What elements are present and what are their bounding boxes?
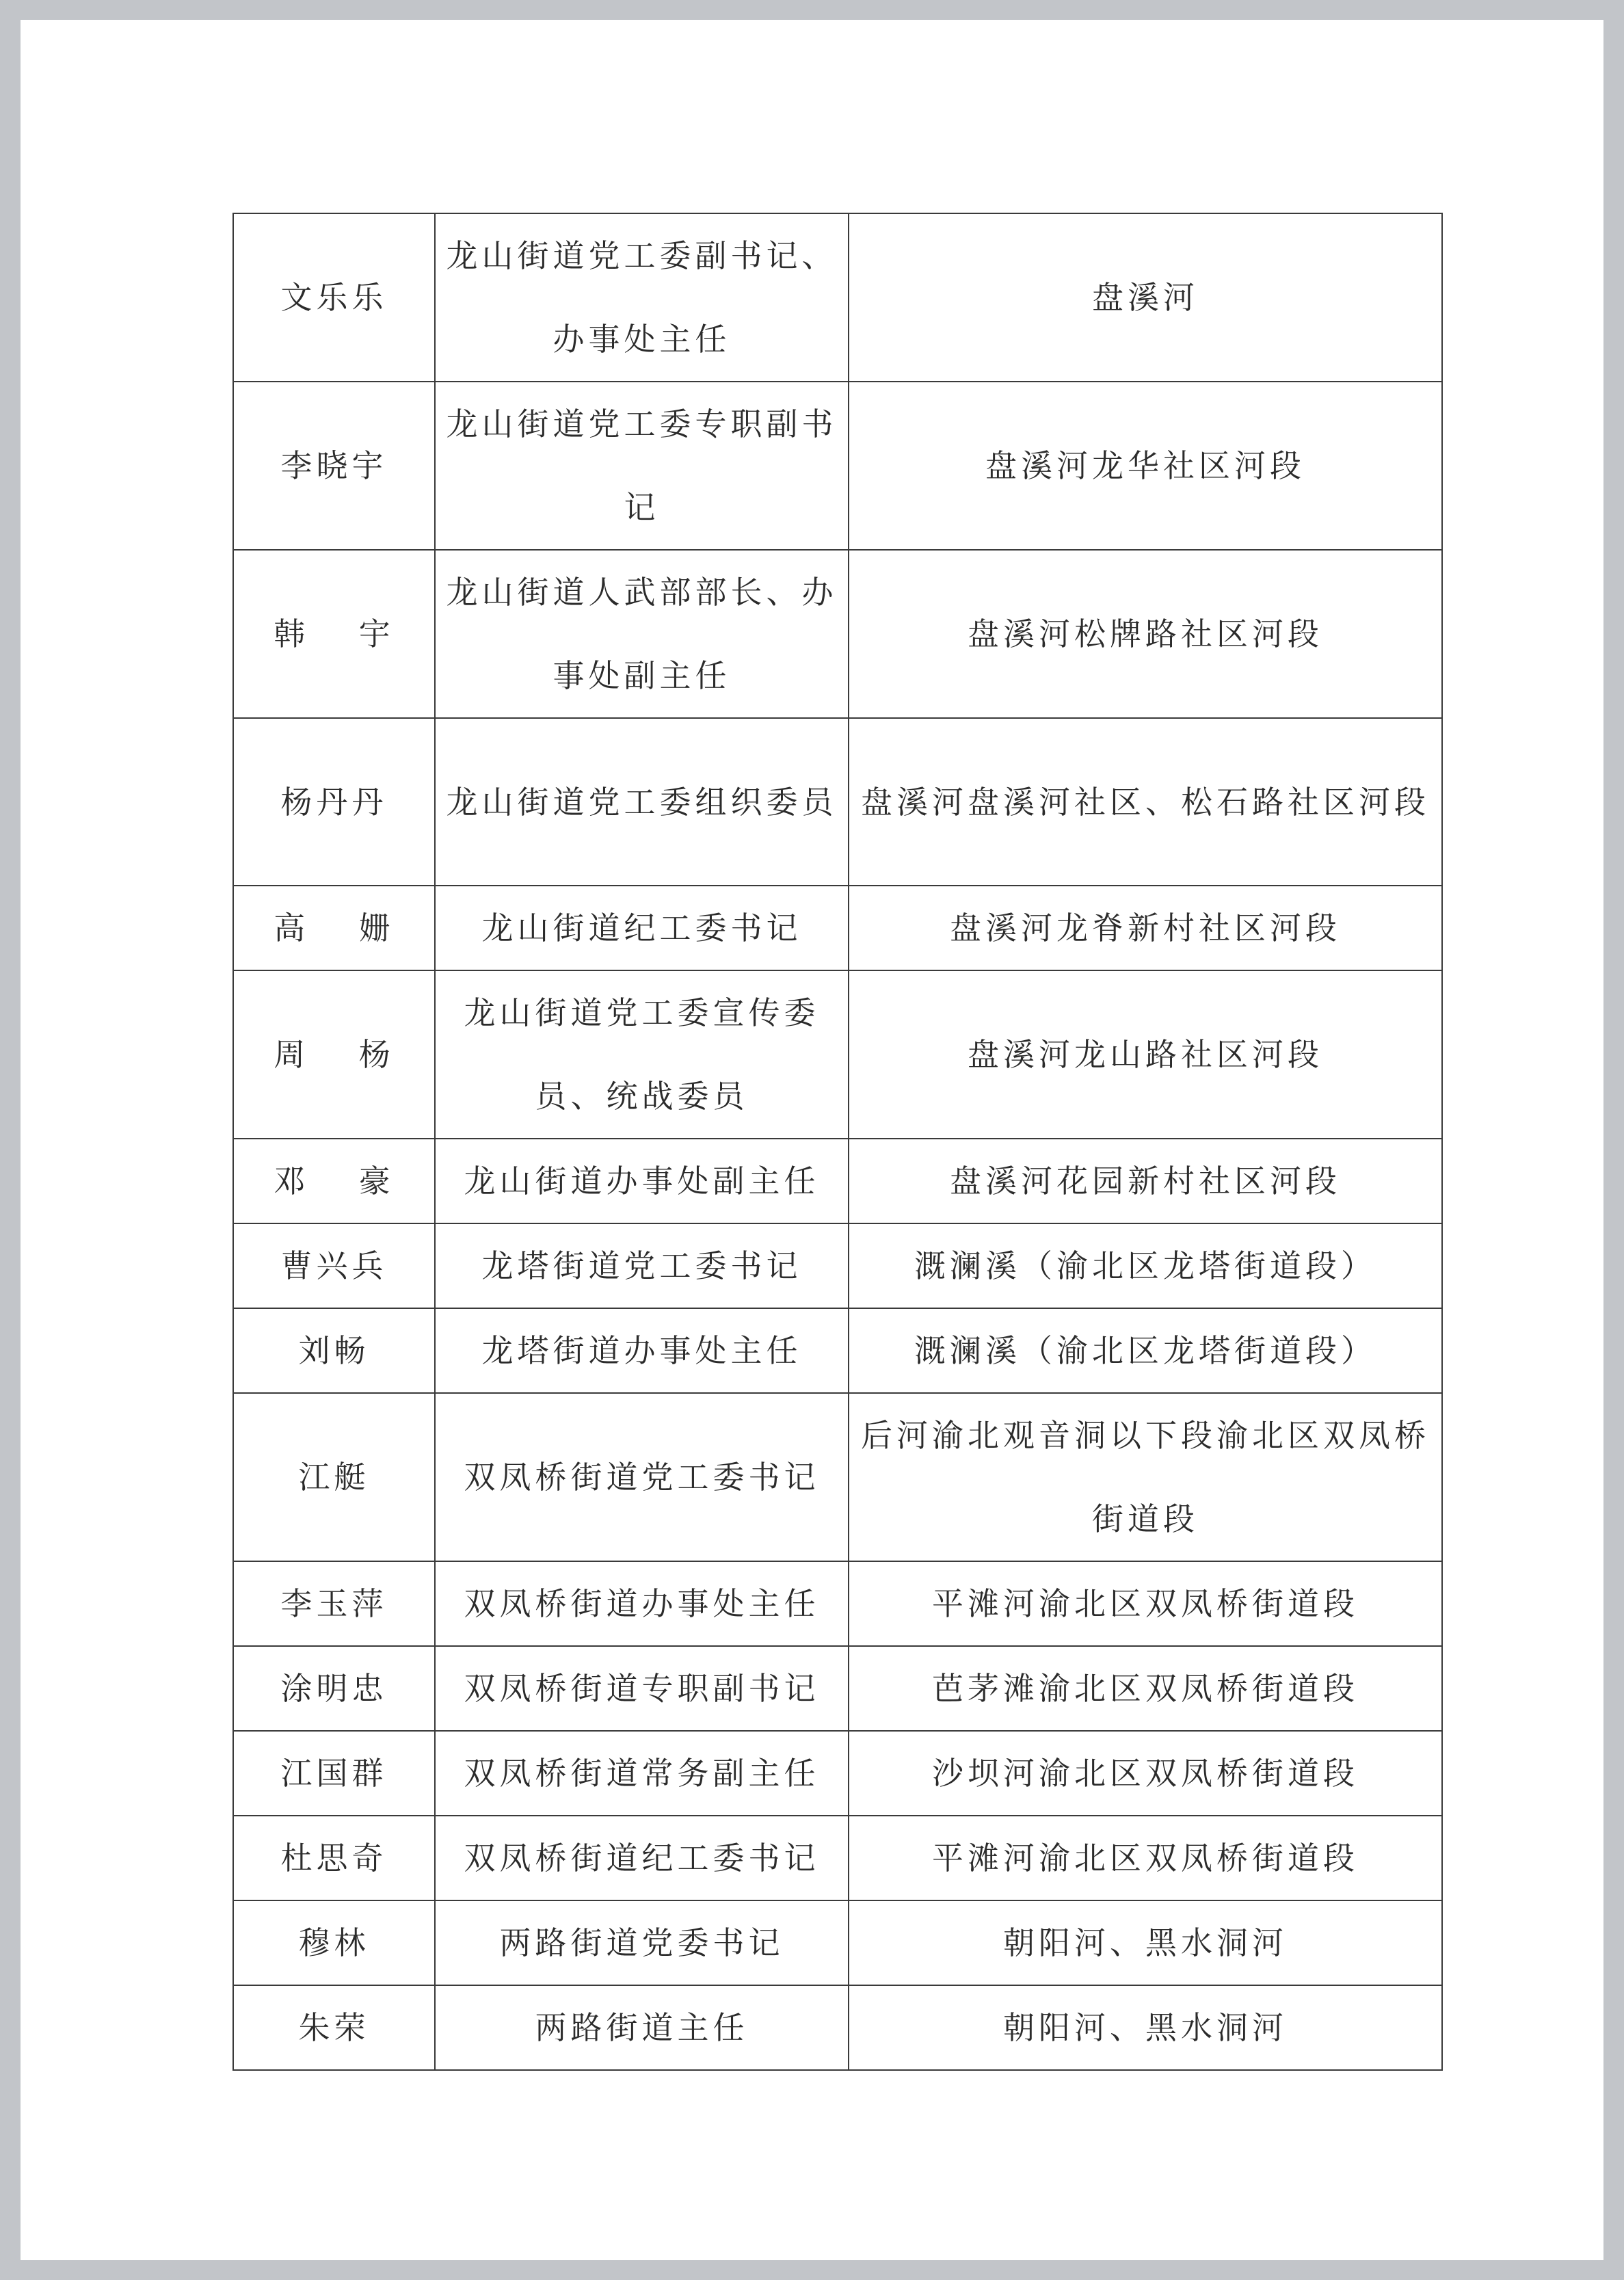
river-cell: 芭茅滩渝北区双凤桥街道段 — [849, 1646, 1442, 1731]
position-cell: 龙山街道党工委副书记、办事处主任 — [435, 213, 849, 382]
river-chief-table-body — [233, 213, 1442, 2070]
river-cell: 溉澜溪（渝北区龙塔街道段） — [849, 1308, 1442, 1393]
table-row — [233, 1139, 1442, 1223]
table-row — [233, 1731, 1442, 1816]
name-cell: 刘畅 — [233, 1308, 435, 1393]
river-cell: 盘溪河 — [849, 213, 1442, 382]
position-cell: 双凤桥街道纪工委书记 — [435, 1816, 849, 1900]
position-cell: 两路街道党委书记 — [435, 1900, 849, 1985]
position-cell: 双凤桥街道党工委书记 — [435, 1393, 849, 1561]
position-cell: 龙山街道党工委组织委员 — [435, 718, 849, 886]
table-row — [233, 382, 1442, 550]
river-cell: 平滩河渝北区双凤桥街道段 — [849, 1561, 1442, 1646]
name-cell: 高 姗 — [233, 886, 435, 970]
position-cell: 龙山街道党工委宣传委员、统战委员 — [435, 970, 849, 1139]
name-cell: 杨丹丹 — [233, 718, 435, 886]
table-row — [233, 1223, 1442, 1308]
name-cell: 杜思奇 — [233, 1816, 435, 1900]
table-row — [233, 886, 1442, 970]
river-cell: 朝阳河、黑水洞河 — [849, 1900, 1442, 1985]
river-chief-table — [232, 213, 1443, 2071]
river-cell: 盘溪河龙华社区河段 — [849, 382, 1442, 550]
name-cell: 韩 宇 — [233, 550, 435, 718]
river-cell: 盘溪河龙脊新村社区河段 — [849, 886, 1442, 970]
position-cell: 双凤桥街道专职副书记 — [435, 1646, 849, 1731]
position-cell: 龙塔街道党工委书记 — [435, 1223, 849, 1308]
position-cell: 双凤桥街道办事处主任 — [435, 1561, 849, 1646]
river-cell: 盘溪河龙山路社区河段 — [849, 970, 1442, 1139]
name-cell: 朱荣 — [233, 1985, 435, 2070]
name-cell: 李晓宇 — [233, 382, 435, 550]
table-row — [233, 718, 1442, 886]
river-cell: 朝阳河、黑水洞河 — [849, 1985, 1442, 2070]
river-cell: 后河渝北观音洞以下段渝北区双凤桥街道段 — [849, 1393, 1442, 1561]
name-cell: 李玉萍 — [233, 1561, 435, 1646]
river-cell: 溉澜溪（渝北区龙塔街道段） — [849, 1223, 1442, 1308]
name-cell: 邓 豪 — [233, 1139, 435, 1223]
river-cell: 盘溪河盘溪河社区、松石路社区河段 — [849, 718, 1442, 886]
name-cell: 涂明忠 — [233, 1646, 435, 1731]
table-row — [233, 1985, 1442, 2070]
position-cell: 龙山街道办事处副主任 — [435, 1139, 849, 1223]
table-row — [233, 1900, 1442, 1985]
table-row — [233, 1393, 1442, 1561]
document-page — [21, 20, 1603, 2260]
position-cell: 龙山街道人武部部长、办事处副主任 — [435, 550, 849, 718]
river-cell: 平滩河渝北区双凤桥街道段 — [849, 1816, 1442, 1900]
name-cell: 曹兴兵 — [233, 1223, 435, 1308]
table-row — [233, 550, 1442, 718]
position-cell: 龙山街道党工委专职副书记 — [435, 382, 849, 550]
position-cell: 两路街道主任 — [435, 1985, 849, 2070]
table-row — [233, 213, 1442, 382]
name-cell: 周 杨 — [233, 970, 435, 1139]
position-cell: 龙山街道纪工委书记 — [435, 886, 849, 970]
table-row — [233, 1561, 1442, 1646]
table-row — [233, 1308, 1442, 1393]
river-cell: 沙坝河渝北区双凤桥街道段 — [849, 1731, 1442, 1816]
name-cell: 穆林 — [233, 1900, 435, 1985]
river-cell: 盘溪河松牌路社区河段 — [849, 550, 1442, 718]
position-cell: 双凤桥街道常务副主任 — [435, 1731, 849, 1816]
river-cell: 盘溪河花园新村社区河段 — [849, 1139, 1442, 1223]
name-cell: 文乐乐 — [233, 213, 435, 382]
position-cell: 龙塔街道办事处主任 — [435, 1308, 849, 1393]
table-row — [233, 970, 1442, 1139]
name-cell: 江艇 — [233, 1393, 435, 1561]
name-cell: 江国群 — [233, 1731, 435, 1816]
table-row — [233, 1816, 1442, 1900]
table-row — [233, 1646, 1442, 1731]
